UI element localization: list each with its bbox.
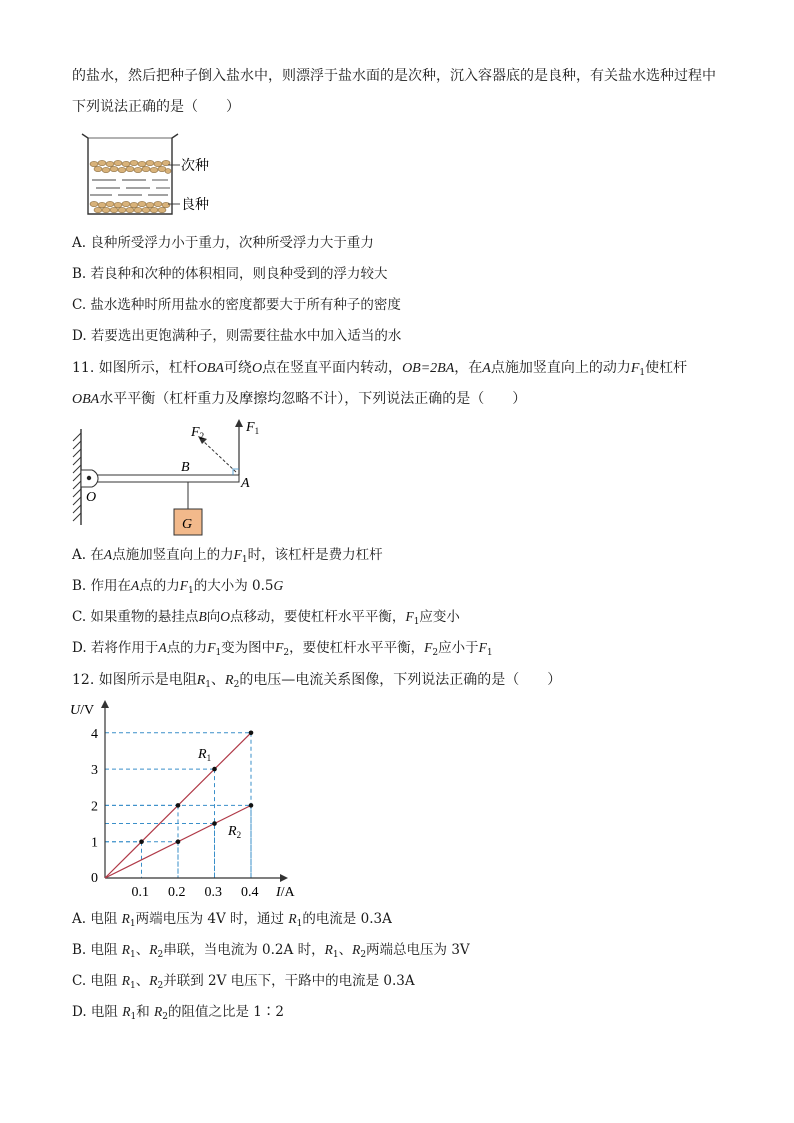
q11-stem-line1: 11. 如图所示，杠杆OBA可绕O点在竖直平面内转动，OB=2BA，在A点施加竖直向上的动力$F_1$使杠杆 — [72, 360, 688, 378]
x-axis-arrow — [280, 874, 288, 882]
x-tick-label: 0.1 — [131, 885, 149, 900]
data-point-r2 — [176, 839, 181, 844]
series-label-r2: $R_2$ — [228, 824, 242, 840]
y-tick-label: 3 — [91, 763, 98, 779]
data-point-r1 — [212, 767, 217, 772]
floating-seeds — [90, 160, 171, 173]
q12-option-b: B. 电阻 $R_1$、$R_2$串联，当电流为 0.2A 时，$R_1$、$R_2$两端总电压为 3V — [72, 942, 470, 960]
q10-option-d: D. 若要选出更饱满种子，则需要往盐水中加入适当的水 — [72, 328, 402, 344]
label-good-seed: 良种 — [181, 198, 209, 213]
q10-option-c: C. 盐水选种时所用盐水的密度都要大于所有种子的密度 — [72, 297, 401, 313]
f1-arrowhead — [235, 419, 243, 427]
q10-option-b: B. 若良种和次种的体积相同，则良种受到的浮力较大 — [72, 266, 388, 282]
q11-option-d: D. 若将作用于A点的力$F_1$变为图中$F_2$，要使杠杆水平平衡，$F_2$应小于$F_1$ — [72, 640, 493, 658]
q11-option-a: A. 在A点施加竖直向上的力$F_1$时，该杠杆是费力杠杆 — [72, 547, 383, 565]
label-inferior-seed: 次种 — [181, 159, 209, 174]
q12-stem: 12. 如图所示是电阻$R_1$、$R_2$的电压—电流关系图像，下列说法正确的是（ ） — [72, 672, 562, 690]
beaker-figure — [76, 128, 226, 220]
q11-option-b: B. 作用在A点的力$F_1$的大小为 0.5G — [72, 578, 284, 596]
x-axis-label: I/A — [276, 885, 295, 900]
data-point-r2 — [249, 803, 254, 808]
y-tick-label: 2 — [91, 799, 98, 815]
q12-option-a: A. 电阻 $R_1$两端电压为 4V 时，通过 $R_1$的电流是 0.3A — [72, 911, 392, 929]
f1-label: $F_1$ — [246, 420, 260, 436]
q11-option-c: C. 如果重物的悬挂点B向O点移动，要使杠杆水平平衡，$F_1$应变小 — [72, 609, 460, 627]
point-o-label: O — [86, 490, 97, 505]
series-label-r1: $R_1$ — [198, 747, 212, 763]
q10-option-a: A. 良种所受浮力小于重力，次种所受浮力大于重力 — [72, 235, 374, 251]
y-axis-arrow — [101, 700, 109, 708]
sunken-seeds — [90, 201, 170, 212]
x-tick-label: 0.2 — [168, 885, 186, 900]
q10-text-line2: 下列说法正确的是（ ） — [72, 99, 240, 115]
weight-label: G — [182, 517, 193, 532]
point-b-label: B — [181, 460, 190, 475]
point-a-label: A — [241, 476, 250, 491]
data-point-r2 — [212, 821, 217, 826]
lever-bar — [95, 475, 239, 482]
y-tick-label: 4 — [91, 726, 98, 742]
x-tick-label: 0.3 — [204, 885, 222, 900]
f2-label: $F_2$ — [191, 425, 205, 441]
data-point-r1 — [176, 803, 181, 808]
origin-label: 0 — [91, 871, 98, 886]
data-point-r1 — [249, 731, 254, 736]
q12-option-c: C. 电阻 $R_1$、$R_2$并联到 2V 电压下，干路中的电流是 0.3A — [72, 973, 415, 991]
q11-stem-line2: OBA水平平衡（杠杆重力及摩擦均忽略不计），下列说法正确的是（ ） — [72, 391, 527, 407]
x-tick-label: 0.4 — [241, 885, 259, 900]
q12-option-d: D. 电阻 $R_1$和 $R_2$的阻值之比是 1∶2 — [72, 1004, 284, 1022]
u-i-chart — [66, 698, 316, 900]
water-lines — [90, 180, 170, 195]
wall-hatching — [73, 433, 81, 521]
lever-figure — [68, 415, 278, 540]
y-tick-label: 1 — [91, 835, 98, 851]
data-point-r1 — [139, 839, 144, 844]
q10-text-line1: 的盐水，然后把种子倒入盐水中，则漂浮于盐水面的是次种，沉入容器底的是良种，有关盐水选种过程中 — [72, 68, 716, 84]
y-axis-label: U/V — [70, 703, 95, 718]
pivot-o — [87, 476, 91, 480]
